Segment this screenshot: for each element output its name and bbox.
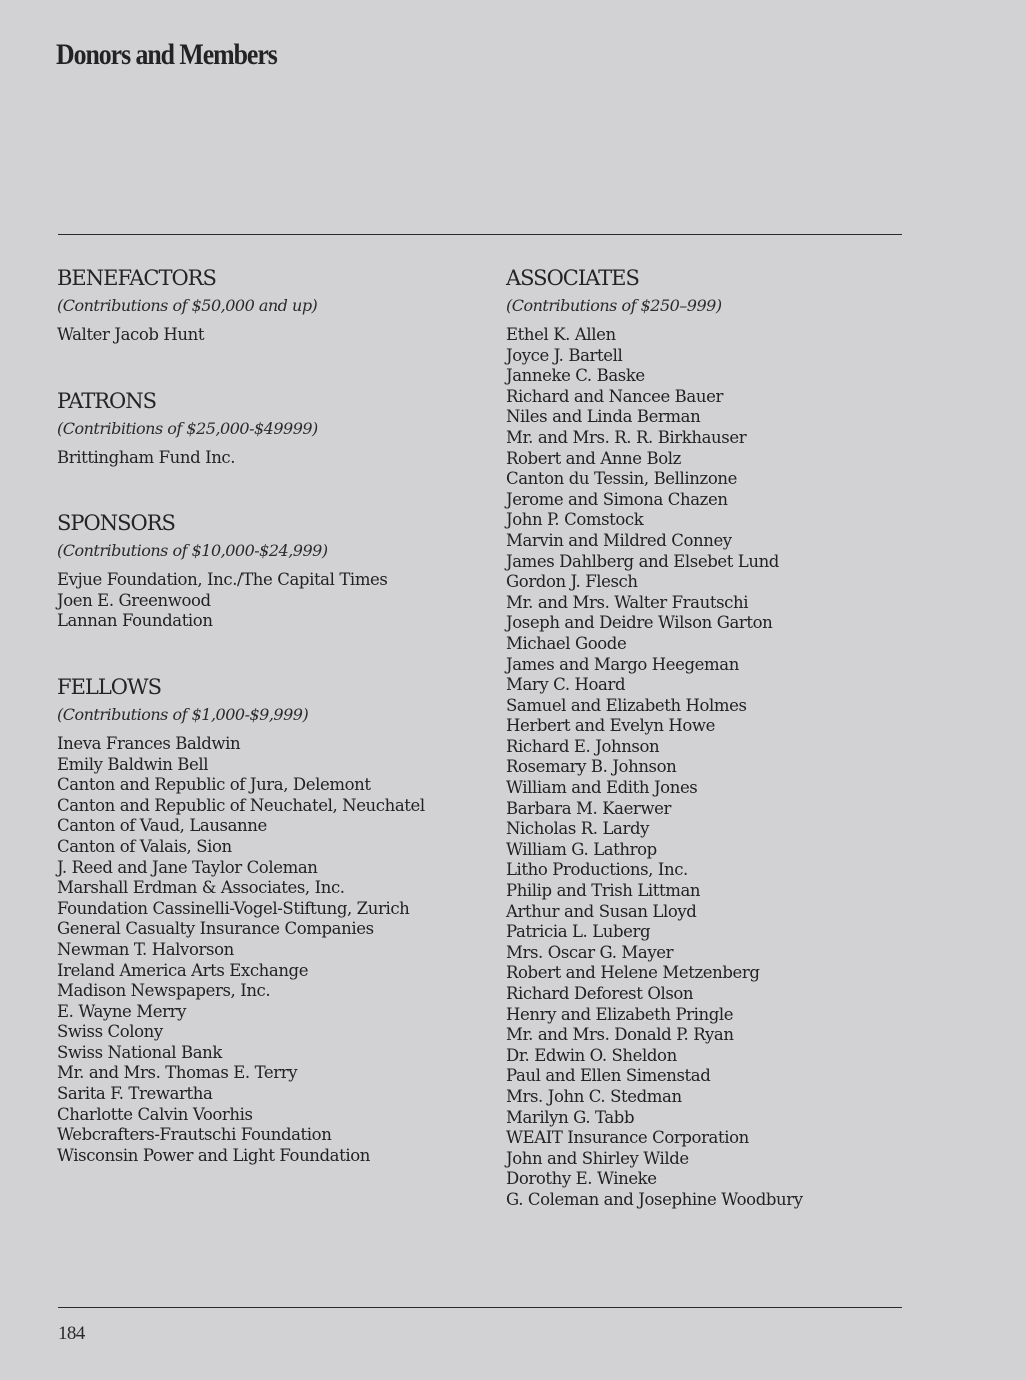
donor-name: WEAIT Insurance Corporation — [506, 1128, 749, 1148]
donor-list — [57, 325, 497, 346]
page-number: 184 — [58, 1323, 85, 1344]
bottom-divider — [58, 1307, 902, 1308]
donor-name: Barbara M. Kaerwer — [506, 798, 671, 818]
donor-name: Henry and Elizabeth Pringle — [506, 1004, 734, 1024]
section-patrons — [57, 387, 497, 469]
donor-name: William and Edith Jones — [506, 778, 698, 798]
section-benefactors — [57, 264, 497, 346]
donor-name: Richard and Nancee Bauer — [506, 386, 723, 406]
donor-name: Patricia L. Luberg — [506, 922, 651, 942]
donor-name: J. Reed and Jane Taylor Coleman — [57, 857, 318, 877]
donor-name: Richard E. Johnson — [506, 736, 660, 756]
donor-name: Nicholas R. Lardy — [506, 819, 650, 839]
donor-name: Mr. and Mrs. R. R. Birkhauser — [506, 427, 747, 447]
donor-name: Litho Productions, Inc. — [506, 860, 688, 880]
top-divider — [58, 234, 902, 235]
section-title: ASSOCIATES — [506, 266, 639, 290]
donor-name: James and Margo Heegeman — [506, 654, 739, 674]
donor-name: E. Wayne Merry — [57, 1001, 187, 1021]
donor-name: Mr. and Mrs. Thomas E. Terry — [57, 1063, 298, 1083]
donor-name: Evjue Foundation, Inc./The Capital Times — [57, 570, 388, 590]
left-column — [57, 264, 497, 1207]
donor-name: Canton and Republic of Jura, Delemont — [57, 775, 371, 795]
section-associates — [506, 264, 946, 1211]
section-title: SPONSORS — [57, 511, 175, 536]
donor-name: Paul and Ellen Simenstad — [506, 1066, 711, 1086]
donor-name: William G. Lathrop — [506, 839, 657, 859]
section-sponsors — [57, 509, 497, 632]
section-subtitle: (Contributions of $250–999) — [506, 296, 722, 315]
donor-list — [57, 570, 497, 632]
donor-name: Newman T. Halvorson — [57, 939, 234, 959]
donor-name: Lannan Foundation — [57, 611, 213, 631]
donor-name: Dr. Edwin O. Sheldon — [506, 1045, 677, 1065]
donor-name: Michael Goode — [506, 633, 627, 653]
donor-name: Marshall Erdman & Associates, Inc. — [57, 878, 345, 898]
donor-list — [506, 325, 946, 1211]
donor-name: Canton du Tessin, Bellinzone — [506, 469, 737, 489]
donor-name: Mary C. Hoard — [506, 675, 626, 695]
donor-name: Richard Deforest Olson — [506, 984, 694, 1003]
donor-name: Samuel and Elizabeth Holmes — [506, 695, 747, 715]
donor-name: Emily Baldwin Bell — [57, 754, 209, 774]
donor-name: Swiss National Bank — [57, 1042, 222, 1062]
donor-name: Mr. and Mrs. Donald P. Ryan — [506, 1025, 734, 1045]
donor-name: Philip and Trish Littman — [506, 881, 701, 901]
donor-name: Robert and Anne Bolz — [506, 448, 681, 468]
donor-name: General Casualty Insurance Companies — [57, 919, 374, 939]
donor-name: James Dahlberg and Elsebet Lund — [506, 551, 779, 571]
donor-name: Ireland America Arts Exchange — [57, 960, 309, 980]
donor-name: Wisconsin Power and Light Foundation — [57, 1145, 370, 1165]
donor-name: Swiss Colony — [57, 1022, 163, 1042]
donor-name: Jerome and Simona Chazen — [506, 489, 728, 509]
donor-name: G. Coleman and Josephine Woodbury — [506, 1189, 803, 1209]
donor-name: John and Shirley Wilde — [506, 1148, 689, 1168]
donor-name: Gordon J. Flesch — [506, 572, 638, 592]
section-title: PATRONS — [57, 388, 157, 413]
donor-name: Sarita F. Trewartha — [57, 1084, 213, 1104]
donor-name: Janneke C. Baske — [506, 366, 645, 386]
donor-name: Marvin and Mildred Conney — [506, 530, 732, 550]
section-subtitle: (Contributions of $50,000 and up) — [57, 296, 318, 315]
donor-name: Madison Newspapers, Inc. — [57, 981, 271, 1001]
donor-name: Brittingham Fund Inc. — [57, 447, 236, 467]
section-title: FELLOWS — [57, 674, 161, 699]
donor-name: John P. Comstock — [506, 510, 644, 530]
donor-name: Canton of Vaud, Lausanne — [57, 816, 267, 836]
donor-name: Ethel K. Allen — [506, 325, 616, 344]
donor-name: Joen E. Greenwood — [57, 590, 211, 610]
donor-name: Mr. and Mrs. Walter Frautschi — [506, 592, 749, 612]
section-subtitle: (Contributions of $10,000-$24,999) — [57, 541, 328, 561]
donor-name: Foundation Cassinelli-Vogel-Stiftung, Zurich — [57, 898, 410, 918]
donor-name: Niles and Linda Berman — [506, 407, 701, 427]
page-title: Donors and Members — [56, 38, 277, 71]
donor-name: Robert and Helene Metzenberg — [506, 963, 760, 983]
donor-name: Canton of Valais, Sion — [57, 836, 232, 856]
section-subtitle: (Contribitions of $25,000-$49999) — [57, 418, 318, 438]
right-column — [506, 264, 946, 1252]
donor-name: Mrs. Oscar G. Mayer — [506, 942, 674, 962]
donor-name: Ineva Frances Baldwin — [57, 733, 241, 753]
donor-name: Herbert and Evelyn Howe — [506, 716, 716, 736]
donor-list — [57, 734, 497, 1166]
donor-list — [57, 448, 497, 469]
donor-name: Rosemary B. Johnson — [506, 757, 677, 777]
donor-name: Canton and Republic of Neuchatel, Neuchatel — [57, 795, 425, 815]
section-fellows — [57, 673, 497, 1166]
donor-name: Joyce J. Bartell — [506, 345, 623, 365]
donor-name: Walter Jacob Hunt — [57, 325, 205, 344]
donor-name: Arthur and Susan Lloyd — [506, 901, 697, 921]
donor-name: Mrs. John C. Stedman — [506, 1086, 682, 1106]
section-title: BENEFACTORS — [57, 266, 216, 290]
donor-name: Charlotte Calvin Voorhis — [57, 1104, 253, 1124]
donor-name: Joseph and Deidre Wilson Garton — [506, 613, 773, 633]
donor-name: Webcrafters-Frautschi Foundation — [57, 1125, 332, 1145]
section-subtitle: (Contributions of $1,000-$9,999) — [57, 704, 309, 724]
donor-name: Dorothy E. Wineke — [506, 1169, 657, 1189]
donor-name: Marilyn G. Tabb — [506, 1107, 635, 1127]
